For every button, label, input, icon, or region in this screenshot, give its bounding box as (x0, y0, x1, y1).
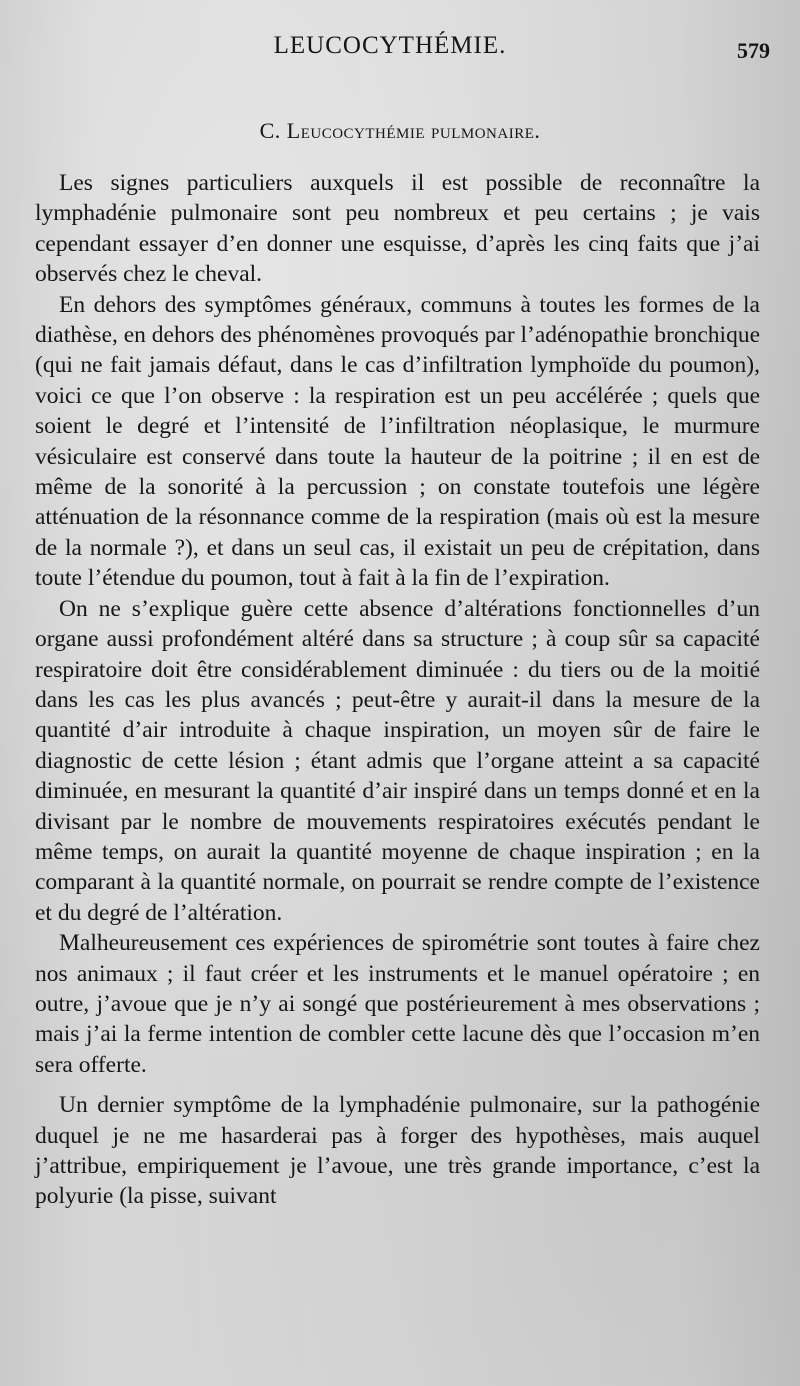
paragraph-1: Les signes particuliers auxquels il est possible de reconnaître la lymphadénie pulmonaire sont peu nombreux et peu certains ; je vais cependant essayer d’en donner une esquisse, d’après les cinq faits que j’ai observés chez le cheval. (35, 170, 760, 288)
paragraph-4: Malheureusement ces expériences de spirométrie sont toutes à faire chez nos animaux ; il faut créer et les instruments et le manuel opératoire ; en outre, j’avoue que je n’y ai songé que postérieurement à mes observations ; mais j’ai la ferme intention de combler cette lacune dès que l’occasion m’en sera offerte. (35, 930, 760, 1078)
paragraph-2: En dehors des symptômes généraux, communs à toutes les formes de la diathèse, en dehors des phénomènes provoqués par l’adénopathie bronchique (qui ne fait jamais défaut, dans le cas d’infiltration lymphoïde du poumon), voici ce que l’on observe : la respiration est un peu accélérée ; quels que soient le degré et l’intensité de l’infiltration néoplasique, le murmure vésiculaire est conservé dans toute la hauteur de la poitrine ; il en est de même de la sonorité à la percussion ; on constate toutefois une légère atténuation de la résonnance comme de la respiration (mais où est la mesure de la normale ?), et dans un seul cas, il existait un peu de crépitation, dans toute l’étendue du poumon, tout à fait à la fin de l’expiration. (35, 291, 761, 592)
body-text (35, 168, 760, 1212)
running-head (40, 30, 780, 66)
running-title: LEUCOCYTHÉMIE. (273, 32, 507, 59)
paragraph-5: Un dernier symptôme de la lymphadénie pulmonaire, sur la pathogénie duquel je ne me hasarderai pas à forger des hypothèses, mais auquel j’attribue, empiriquement je l’avoue, une très grande importance, c’est la polyurie (la pisse, suivant (35, 1092, 760, 1210)
section-heading: C. Leucocythémie pulmonaire. (259, 118, 541, 143)
page-number: 579 (737, 38, 770, 63)
paragraph-3: On ne s’explique guère cette absence d’altérations fonctionnelles d’un organe aussi profondément altéré dans sa structure ; à coup sûr sa capacité respiratoire doit être considérablement diminuée : du tiers ou de la moitié dans les cas les plus avancés ; peut-être y aurait-il dans la mesure de la quantité d’air introduite à chaque inspiration, un moyen sûr de faire le diagnostic de cette lésion ; étant admis que l’organe atteint a sa capacité diminuée, en mesurant la quantité d’air inspiré dans un temps donné et en la divisant par le nombre de mouvements respiratoires exécutés pendant le même temps, on aurait la quantité moyenne de chaque inspiration ; en la comparant à la quantité normale, on pourrait se rendre compte de l’existence et du degré de l’altération. (35, 595, 760, 926)
